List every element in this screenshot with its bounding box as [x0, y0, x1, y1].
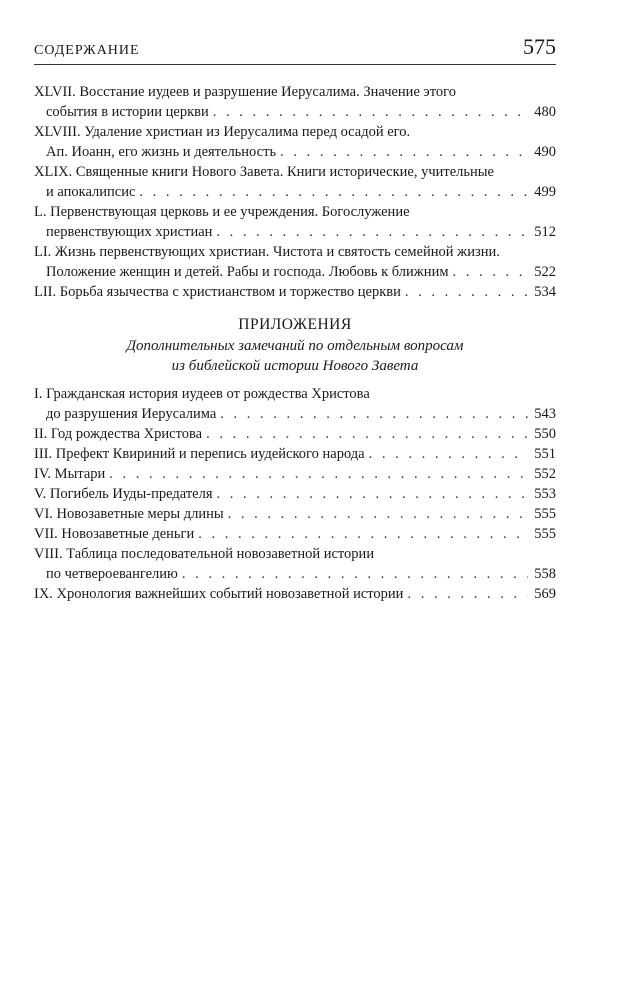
toc-entry-page: 552	[534, 466, 556, 482]
toc-entry-text: III. Префект Квириний и перепись иудейского народа	[34, 446, 365, 462]
toc-list-main	[34, 82, 556, 302]
dot-leader	[280, 142, 528, 162]
toc-entry-page: 490	[534, 144, 556, 160]
toc-entry[interactable]	[34, 524, 556, 544]
toc-entry-text: VII. Новозаветные деньги	[34, 526, 195, 542]
toc-entry-page: 534	[534, 284, 556, 300]
toc-entry-text: и апокалипсис	[46, 184, 136, 200]
toc-entry-text: IV. Мытари	[34, 466, 106, 482]
toc-entry[interactable]	[34, 162, 556, 202]
dot-leader	[206, 424, 528, 444]
dot-leader	[139, 182, 528, 202]
dot-leader	[405, 282, 528, 302]
toc-entry-text: LII. Борьба язычества с христианством и торжество церкви	[34, 284, 401, 300]
toc-entry-text: VI. Новозаветные меры длины	[34, 506, 224, 522]
toc-entry[interactable]	[34, 484, 556, 504]
page-number: 575	[523, 34, 556, 59]
toc-entry[interactable]	[34, 202, 556, 242]
toc-entry[interactable]	[34, 242, 556, 282]
toc-entry[interactable]	[34, 424, 556, 444]
toc-entry-page: 555	[534, 506, 556, 522]
toc-entry[interactable]	[34, 584, 556, 604]
toc-entry-text: XLVII. Восстание иудеев и разрушение Иерусалима. Значение этого	[34, 84, 456, 100]
toc-entry-page: 550	[534, 426, 556, 442]
toc-entry-text: первенствующих христиан	[46, 224, 213, 240]
toc-entry-text: до разрушения Иерусалима	[46, 406, 217, 422]
dot-leader	[182, 564, 528, 584]
appendix-heading	[34, 314, 556, 376]
toc-entry-page: 555	[534, 526, 556, 542]
table-of-contents	[34, 82, 556, 604]
appendix-title: ПРИЛОЖЕНИЯ	[238, 316, 352, 333]
toc-entry[interactable]	[34, 464, 556, 484]
dot-leader	[369, 444, 528, 464]
toc-entry-page: 558	[534, 566, 556, 582]
toc-entry[interactable]	[34, 384, 556, 424]
toc-entry-page: 522	[534, 264, 556, 280]
toc-entry-page: 512	[534, 224, 556, 240]
toc-entry[interactable]	[34, 82, 556, 122]
appendix-subtitle-line-1: Дополнительных замечаний по отдельным вопросам	[126, 338, 464, 354]
toc-entry-text: VIII. Таблица последовательной новозаветной истории	[34, 546, 375, 562]
dot-leader	[217, 484, 528, 504]
toc-entry-page: 569	[534, 586, 556, 602]
toc-entry[interactable]	[34, 122, 556, 162]
toc-entry-page: 543	[534, 406, 556, 422]
toc-entry[interactable]	[34, 544, 556, 584]
dot-leader	[228, 504, 528, 524]
toc-entry-text: IX. Хронология важнейших событий новозаветной истории	[34, 586, 404, 602]
toc-list-appendix	[34, 384, 556, 604]
dot-leader	[453, 262, 528, 282]
dot-leader	[220, 404, 528, 424]
toc-entry[interactable]	[34, 504, 556, 524]
toc-entry-text: по четвероевангелию	[46, 566, 178, 582]
running-title: СОДЕРЖАНИЕ	[34, 43, 140, 58]
toc-entry-text: L. Первенствующая церковь и ее учреждения. Богослужение	[34, 204, 410, 220]
toc-entry-text: Ап. Иоанн, его жизнь и деятельность	[46, 144, 277, 160]
toc-entry-text: XLVIII. Удаление христиан из Иерусалима перед осадой его.	[34, 124, 411, 140]
appendix-subtitle-line-2: из библейской истории Нового Завета	[171, 358, 419, 374]
dot-leader	[109, 464, 528, 484]
toc-entry-page: 553	[534, 486, 556, 502]
toc-entry-text: XLIX. Священные книги Нового Завета. Книги исторические, учительные	[34, 164, 494, 180]
toc-entry[interactable]	[34, 282, 556, 302]
toc-entry-text: LI. Жизнь первенствующих христиан. Чистота и святость семейной жизни.	[34, 244, 500, 260]
page-header	[34, 30, 556, 65]
toc-entry-text: V. Погибель Иуды-предателя	[34, 486, 213, 502]
toc-entry-page: 551	[534, 446, 556, 462]
toc-entry-page: 480	[534, 104, 556, 120]
dot-leader	[407, 584, 528, 604]
dot-leader	[216, 222, 528, 242]
toc-entry-text: I. Гражданская история иудеев от рождества Христова	[34, 386, 370, 402]
dot-leader	[213, 102, 528, 122]
toc-entry-text: события в истории церкви	[46, 104, 209, 120]
toc-entry[interactable]	[34, 444, 556, 464]
toc-entry-page: 499	[534, 184, 556, 200]
toc-entry-text: Положение женщин и детей. Рабы и господа. Любовь к ближним	[46, 264, 449, 280]
toc-entry-text: II. Год рождества Христова	[34, 426, 203, 442]
dot-leader	[198, 524, 528, 544]
